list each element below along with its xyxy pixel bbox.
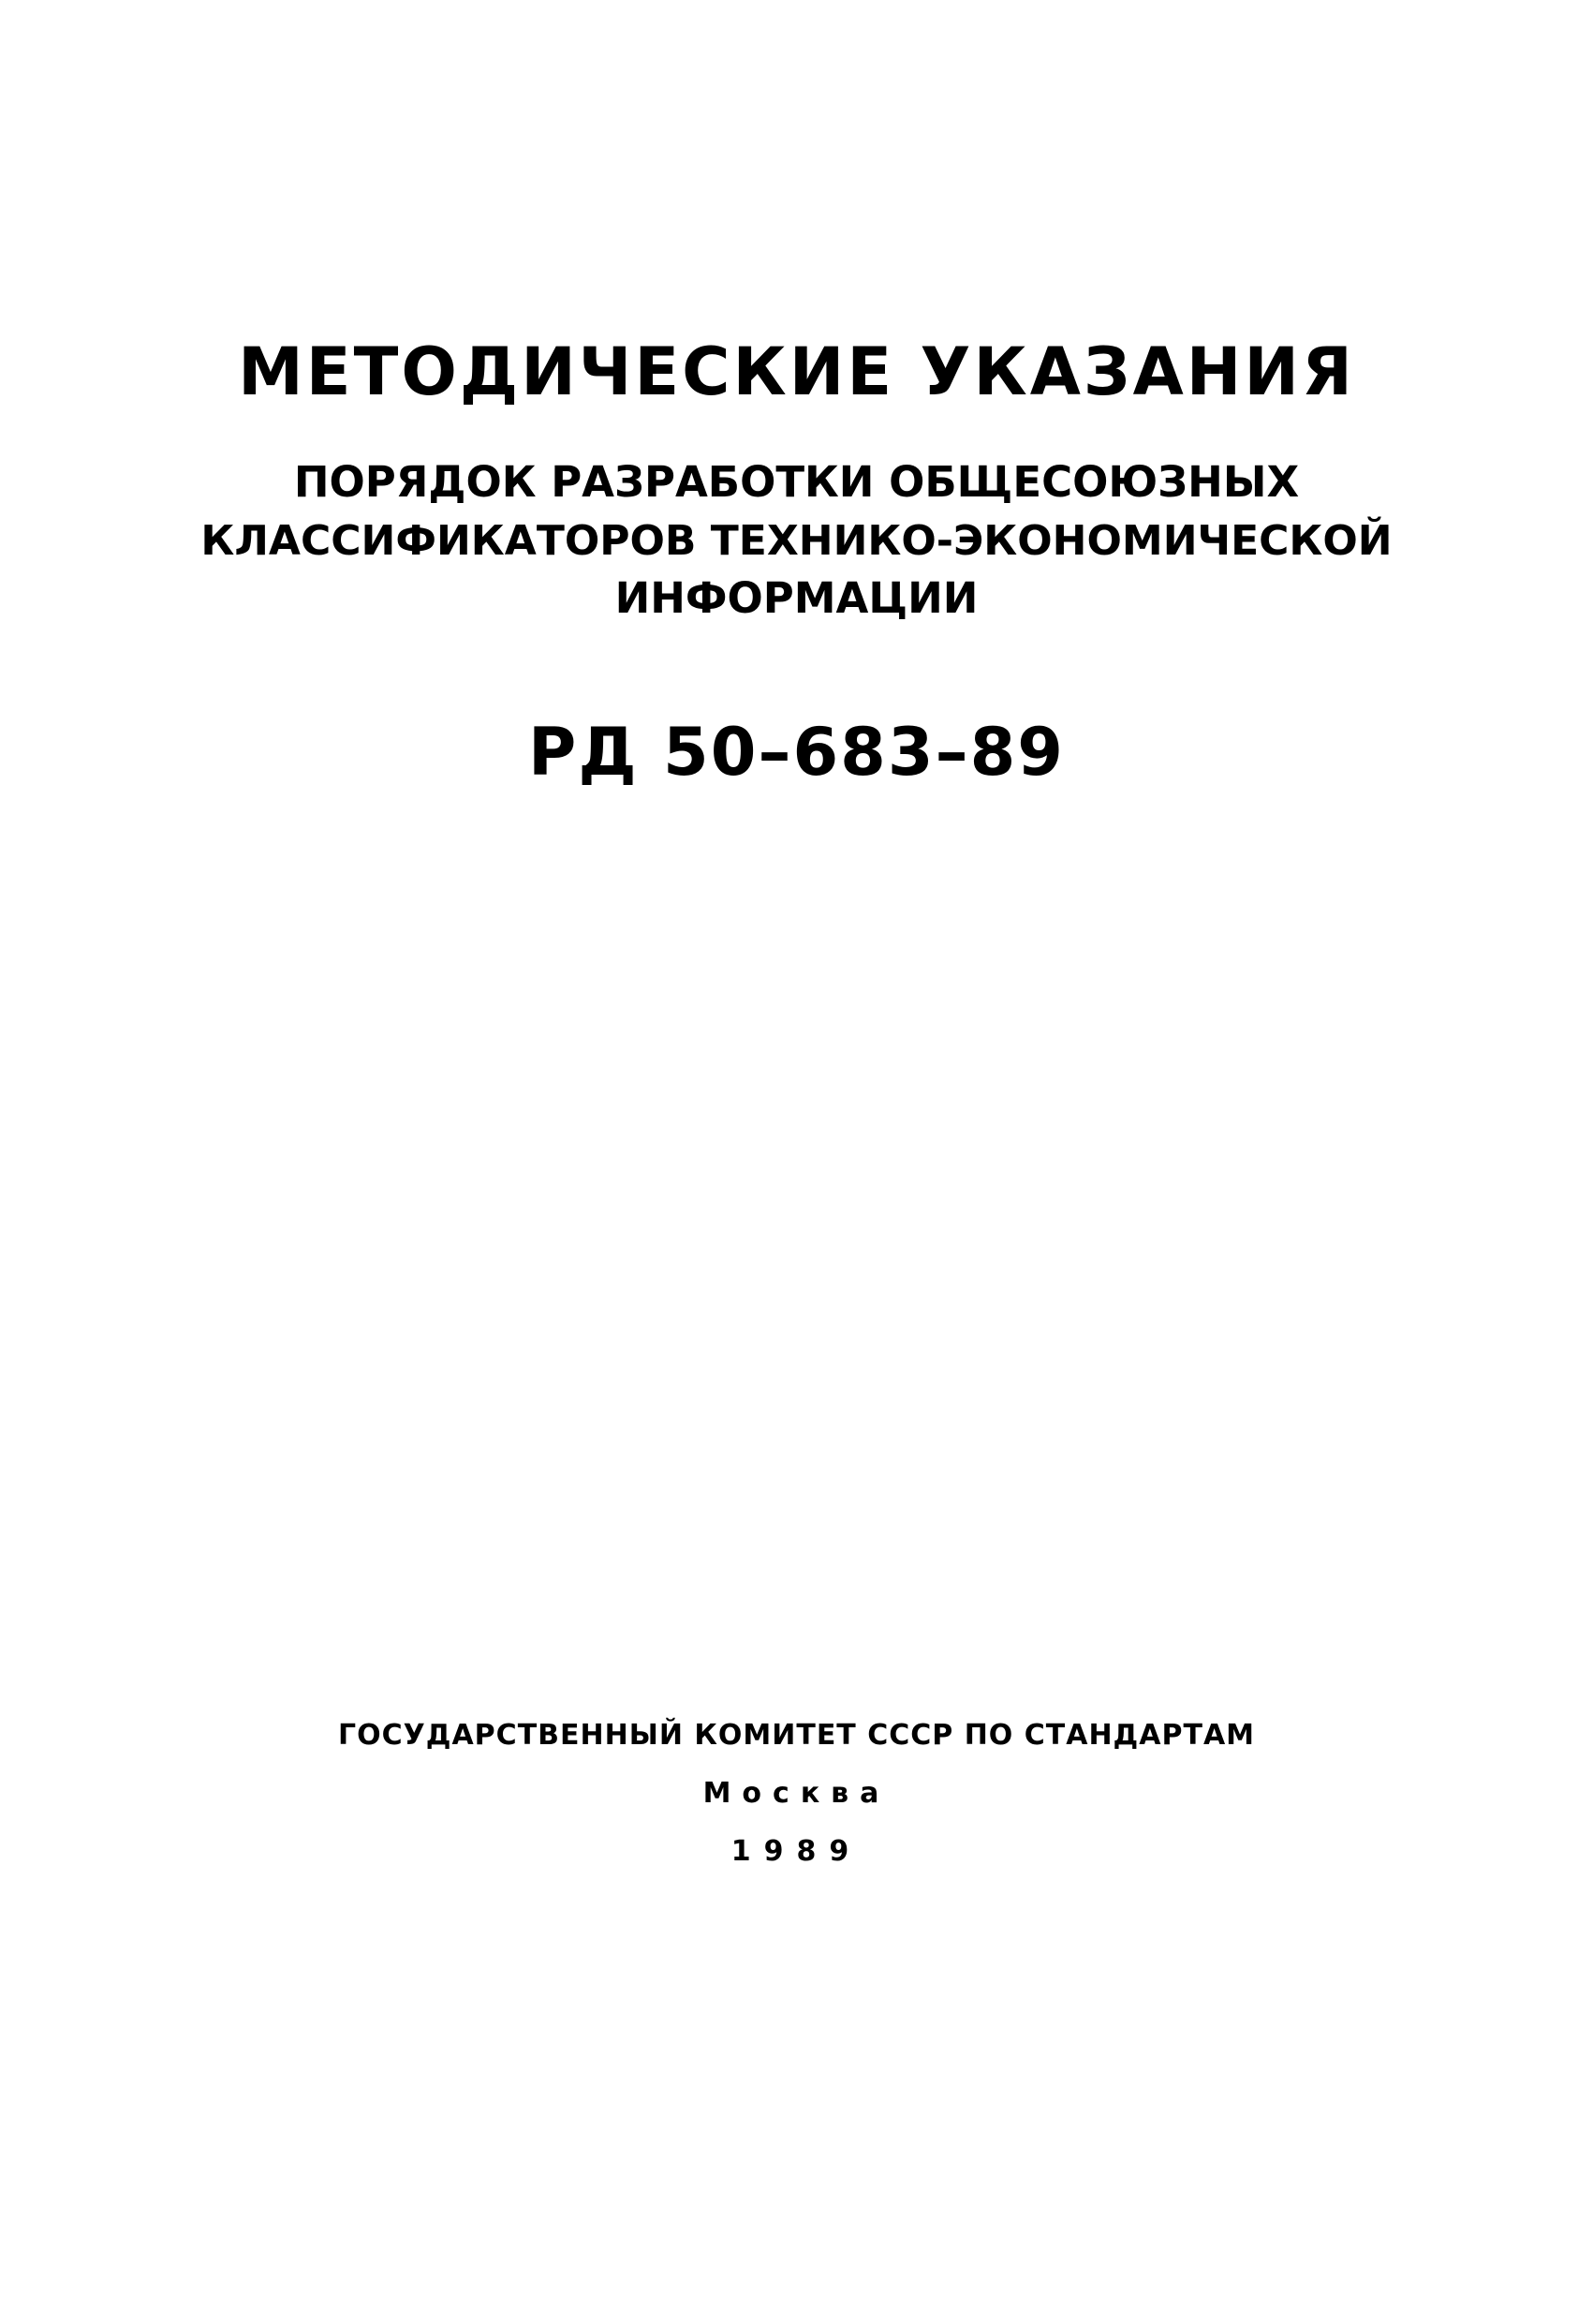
publisher-name: ГОСУДАРСТВЕННЫЙ КОМИТЕТ СССР ПО СТАНДАРТАМ xyxy=(337,1719,1256,1752)
subtitle-line-1: ПОРЯДОК РАЗРАБОТКИ ОБЩЕСОЮЗНЫХ xyxy=(293,457,1300,507)
document-number: РД 50–683–89 xyxy=(528,714,1065,791)
subtitle-line-3: ИНФОРМАЦИИ xyxy=(614,573,979,623)
publication-city: Москва xyxy=(702,1777,891,1810)
subtitle-line-2: КЛАССИФИКАТОРОВ ТЕХНИКО-ЭКОНОМИЧЕСКОЙ xyxy=(200,517,1393,565)
publication-year: 1989 xyxy=(730,1835,863,1868)
document-title: МЕТОДИЧЕСКИЕ УКАЗАНИЯ xyxy=(238,333,1355,410)
